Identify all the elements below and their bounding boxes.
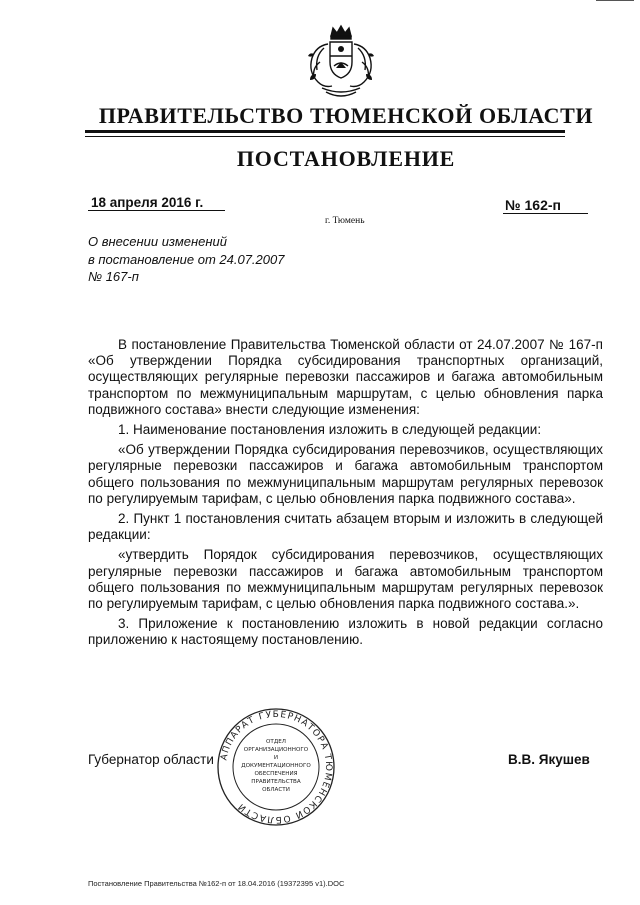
document-type-title: ПОСТАНОВЛЕНИЕ: [236, 146, 456, 171]
body-paragraph: «утвердить Порядок субсидирования перевозчиков, осуществляющих регулярные перевозки пассажиров и багажа автомобильным транспортом общего пользования по межмуниципальным маршрутам регулярных перевозок по регулируемым тарифам, с целью обновления парка подвижного состава.».: [88, 547, 603, 612]
government-title: ПРАВИТЕЛЬСТВО ТЮМЕНСКОЙ ОБЛАСТИ: [98, 103, 594, 128]
document-date: 18 апреля 2016 г.: [91, 195, 204, 210]
stamp-inner-line: ДОКУМЕНТАЦИОННОГО: [241, 763, 311, 769]
stamp-inner-line: ОТДЕЛ: [266, 739, 286, 745]
document-city: г. Тюмень: [325, 216, 365, 226]
body-paragraph: 3. Приложение к постановлению изложить в новой редакции согласно приложению к настоящему постановлению.: [88, 616, 603, 648]
corner-mark: [596, 0, 634, 1]
number-underline: [503, 213, 588, 214]
subject-line: в постановление от 24.07.2007: [88, 251, 285, 267]
signature-role: Губернатор области: [88, 752, 214, 767]
header-rule-thin: [85, 136, 565, 137]
body-paragraph: 2. Пункт 1 постановления считать абзацем вторым и изложить в следующей редакции:: [88, 511, 603, 543]
body-paragraph: В постановление Правительства Тюменской области от 24.07.2007 № 167-п «Об утверждении Порядка субсидирования транспортных организаций, осуществляющих регулярные перевозки пассажиров и багажа автомобильным транспортом по межмуниципальным маршрутам, с целью обновления парка подвижного состава» внести следующие изменения:: [88, 337, 603, 417]
subject-line: № 167-п: [88, 269, 139, 284]
document-subject: [88, 233, 284, 286]
body-paragraph: 1. Наименование постановления изложить в следующей редакции:: [118, 422, 542, 438]
body-paragraph: «Об утверждении Порядка субсидирования перевозчиков, осуществляющих регулярные перевозки пассажиров и багажа автомобильным транспортом общего пользования по межмуниципальным маршрутам регулярных перевозок по регулируемым тарифам, с целью обновления парка подвижного состава».: [88, 442, 603, 506]
document-body: [88, 337, 603, 653]
date-underline: [88, 210, 225, 211]
stamp-inner-line: ОРГАНИЗАЦИОННОГО: [243, 747, 309, 753]
stamp-inner-line: И: [273, 755, 279, 761]
official-stamp: [215, 706, 337, 828]
signature-name: В.В. Якушев: [508, 752, 590, 767]
stamp-inner-line: ОБЕСПЕЧЕНИЯ: [254, 771, 298, 777]
coat-of-arms-icon: [298, 22, 384, 102]
stamp-inner-line: ПРАВИТЕЛЬСТВА: [251, 779, 301, 785]
header-rule-thick: [85, 130, 565, 133]
file-footer: Постановление Правительства №162-п от 18.04.2016 (19372395 v1).DOC: [88, 879, 345, 888]
document-number: № 162-п: [505, 197, 561, 213]
stamp-inner-line: ОБЛАСТИ: [262, 787, 290, 793]
subject-line: О внесении изменений: [88, 234, 227, 249]
stamp-outer-text: АППАРАТ ГУБЕРНАТОРА ТЮМЕНСКОЙ ОБЛАСТИ: [219, 709, 334, 825]
